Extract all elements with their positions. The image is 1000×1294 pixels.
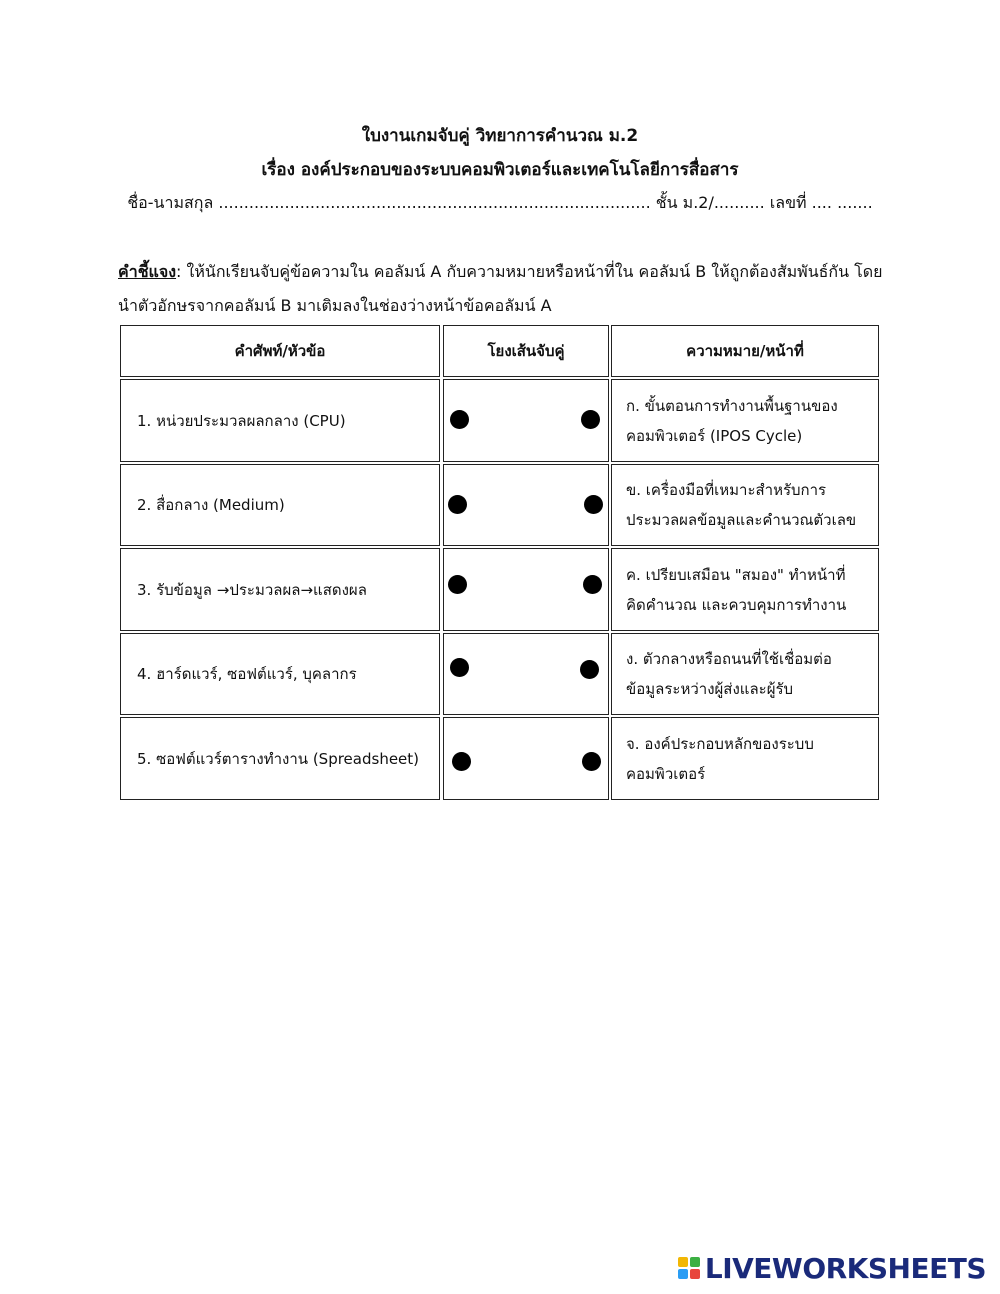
term-cell: 3. รับข้อมูล →ประมวลผล→แสดงผล [120,548,440,631]
match-dot-left[interactable] [450,410,469,429]
match-dot-right[interactable] [581,410,600,429]
term-cell: 5. ซอฟต์แวร์ตารางทำงาน (Spreadsheet) [120,717,440,800]
term-cell: 4. ฮาร์ดแวร์, ซอฟต์แวร์, บุคลากร [120,633,440,715]
match-cell [443,379,609,462]
instructions [118,255,888,323]
meaning-cell: ก. ขั้นตอนการทำงานพื้นฐานของคอมพิวเตอร์ (IPOS Cycle) [611,379,879,462]
match-cell [443,548,609,631]
header-meaning: ความหมาย/หน้าที่ [611,325,879,377]
worksheet-subtitle: เรื่อง องค์ประกอบของระบบคอมพิวเตอร์และเทคโนโลยีการสื่อสาร [261,160,739,180]
match-cell [443,633,609,715]
match-cell [443,464,609,546]
match-dot-left[interactable] [448,575,467,594]
match-dot-left[interactable] [448,495,467,514]
meaning-cell: ค. เปรียบเสมือน "สมอง" ทำหน้าที่คิดคำนวณ และควบคุมการทำงาน [611,548,879,631]
instructions-text: : ให้นักเรียนจับคู่ข้อความใน คอลัมน์ A กับความหมายหรือหน้าที่ใน คอลัมน์ B ให้ถูกต้องสัมพันธ์กัน โดยนำตัวอักษรจากคอลัมน์ B มาเติมลงในช่องว่างหน้าข้อคอลัมน์ A [118,262,883,315]
meaning-cell: ข. เครื่องมือที่เหมาะสำหรับการประมวลผลข้อมูลและคำนวณตัวเลข [611,464,879,546]
term-cell: 1. หน่วยประมวลผลกลาง (CPU) [120,379,440,462]
student-info-line: ชื่อ-นามสกุล ..................................................................................... ชั้น ม.2/.......... เลขที่ .... ....... [127,193,873,212]
instructions-label: คำชี้แจง [118,262,177,281]
match-dot-right[interactable] [580,660,599,679]
match-dot-right[interactable] [582,752,601,771]
liveworksheets-logo-icon [678,1257,700,1279]
meaning-cell: ง. ตัวกลางหรือถนนที่ใช้เชื่อมต่อข้อมูลระหว่างผู้ส่งและผู้รับ [611,633,879,715]
meaning-cell: จ. องค์ประกอบหลักของระบบคอมพิวเตอร์ [611,717,879,800]
term-cell: 2. สื่อกลาง (Medium) [120,464,440,546]
liveworksheets-logo-text: LIVEWORKSHEETS [704,1251,986,1285]
match-dot-left[interactable] [452,752,471,771]
match-cell [443,717,609,800]
match-dot-left[interactable] [450,658,469,677]
header-match: โยงเส้นจับคู่ [443,325,609,377]
match-dot-right[interactable] [583,575,602,594]
worksheet-title: ใบงานเกมจับคู่ วิทยาการคำนวณ ม.2 [361,126,639,146]
liveworksheets-logo [678,1248,986,1288]
match-dot-right[interactable] [584,495,603,514]
header-term: คำศัพท์/หัวข้อ [120,325,440,377]
